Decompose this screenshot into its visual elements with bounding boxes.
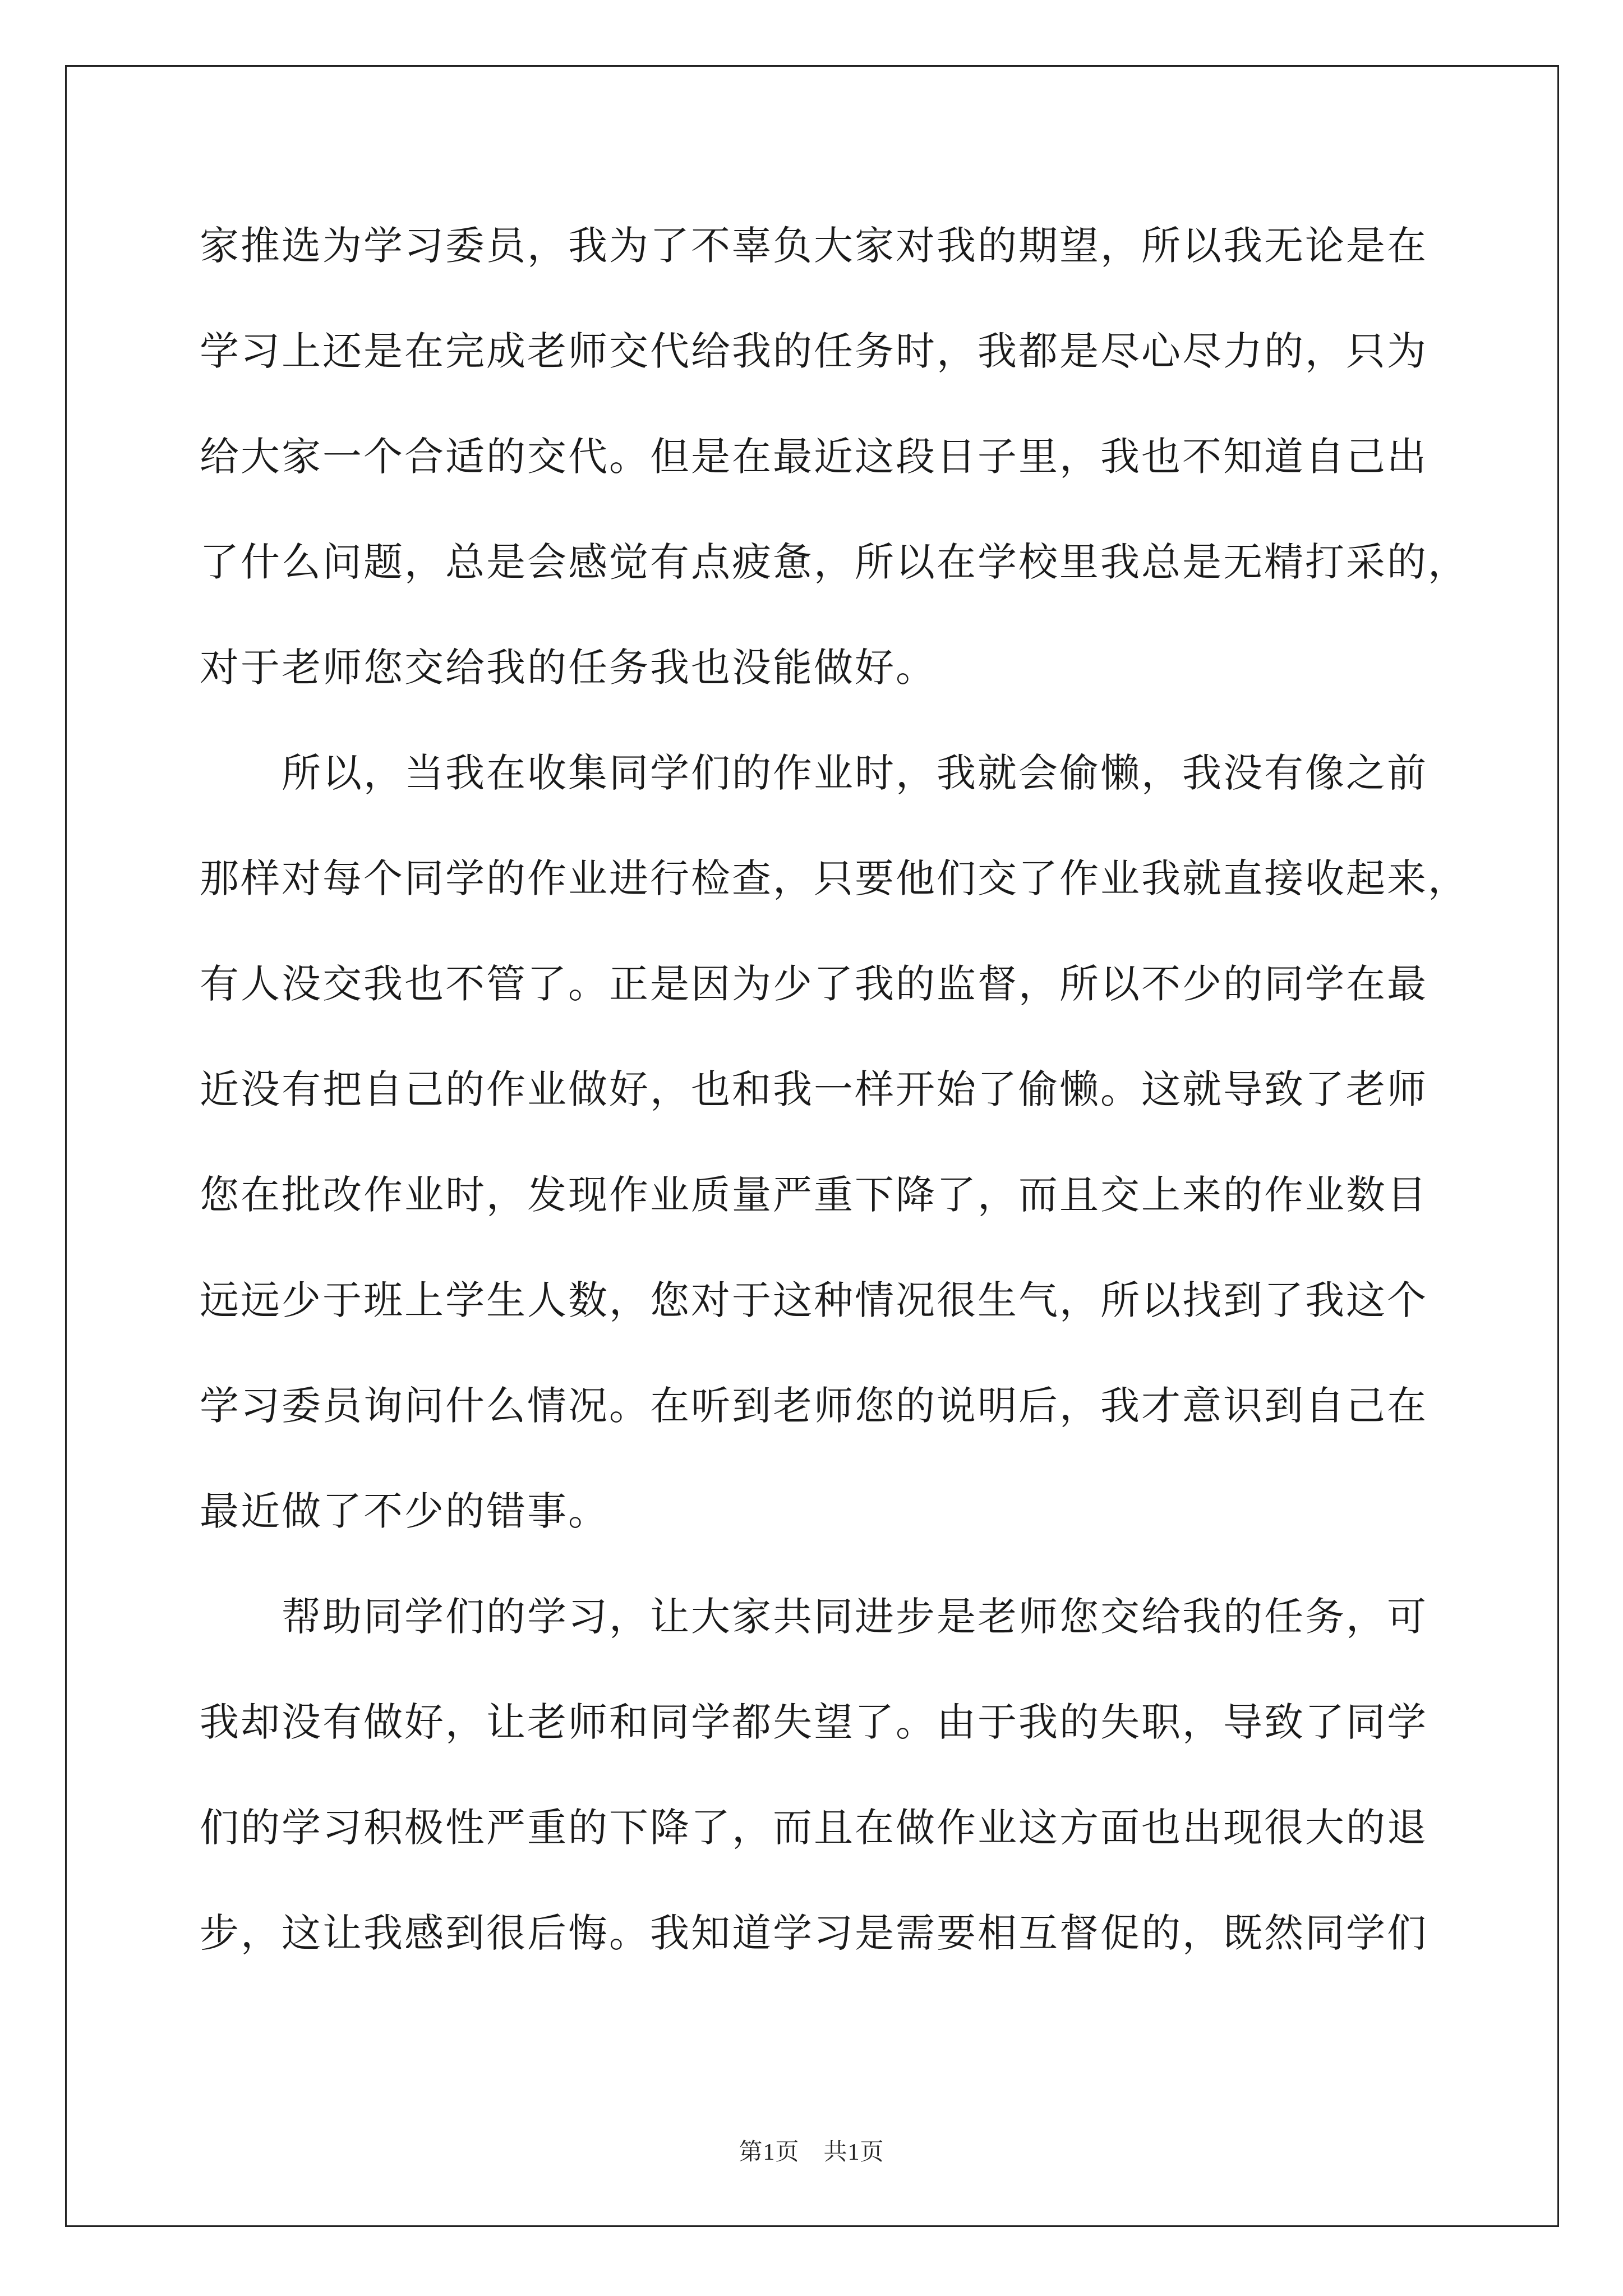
text-line: 学习委员询问什么情况。在听到老师您的说明后，我才意识到自己在 [200, 1383, 1428, 1429]
text-line: 最近做了不少的错事。 [200, 1488, 609, 1534]
text-line: 们的学习积极性严重的下降了，而且在做作业这方面也出现很大的退 [200, 1805, 1428, 1851]
text-line: 您在批改作业时，发现作业质量严重下降了，而且交上来的作业数目 [200, 1172, 1428, 1218]
text-line: 给大家一个合适的交代。但是在最近这段日子里，我也不知道自己出 [200, 434, 1428, 480]
text-line: 对于老师您交给我的任务我也没能做好。 [200, 645, 937, 691]
text-line: 近没有把自己的作业做好，也和我一样开始了偷懒。这就导致了老师 [200, 1066, 1428, 1112]
text-line: 了什么问题，总是会感觉有点疲惫，所以在学校里我总是无精打采的， [200, 539, 1469, 585]
text-line: 我却没有做好，让老师和同学都失望了。由于我的失职，导致了同学 [200, 1699, 1428, 1745]
text-line: 家推选为学习委员，我为了不辜负大家对我的期望，所以我无论是在 [200, 223, 1428, 269]
page-footer: 第1页 共1页 [739, 2139, 884, 2165]
text-line: 步，这让我感到很后悔。我知道学习是需要相互督促的，既然同学们 [200, 1910, 1428, 1956]
text-line: 远远少于班上学生人数，您对于这种情况很生气，所以找到了我这个 [200, 1277, 1428, 1323]
text-line: 有人没交我也不管了。正是因为少了我的监督，所以不少的同学在最 [200, 961, 1428, 1007]
paragraph-first-line: 所以，当我在收集同学们的作业时，我就会偷懒，我没有像之前 [282, 750, 1428, 796]
text-line: 那样对每个同学的作业进行检查，只要他们交了作业我就直接收起来， [200, 855, 1469, 901]
text-line: 学习上还是在完成老师交代给我的任务时，我都是尽心尽力的，只为 [200, 328, 1428, 374]
paragraph-first-line: 帮助同学们的学习，让大家共同进步是老师您交给我的任务，可 [282, 1594, 1428, 1640]
